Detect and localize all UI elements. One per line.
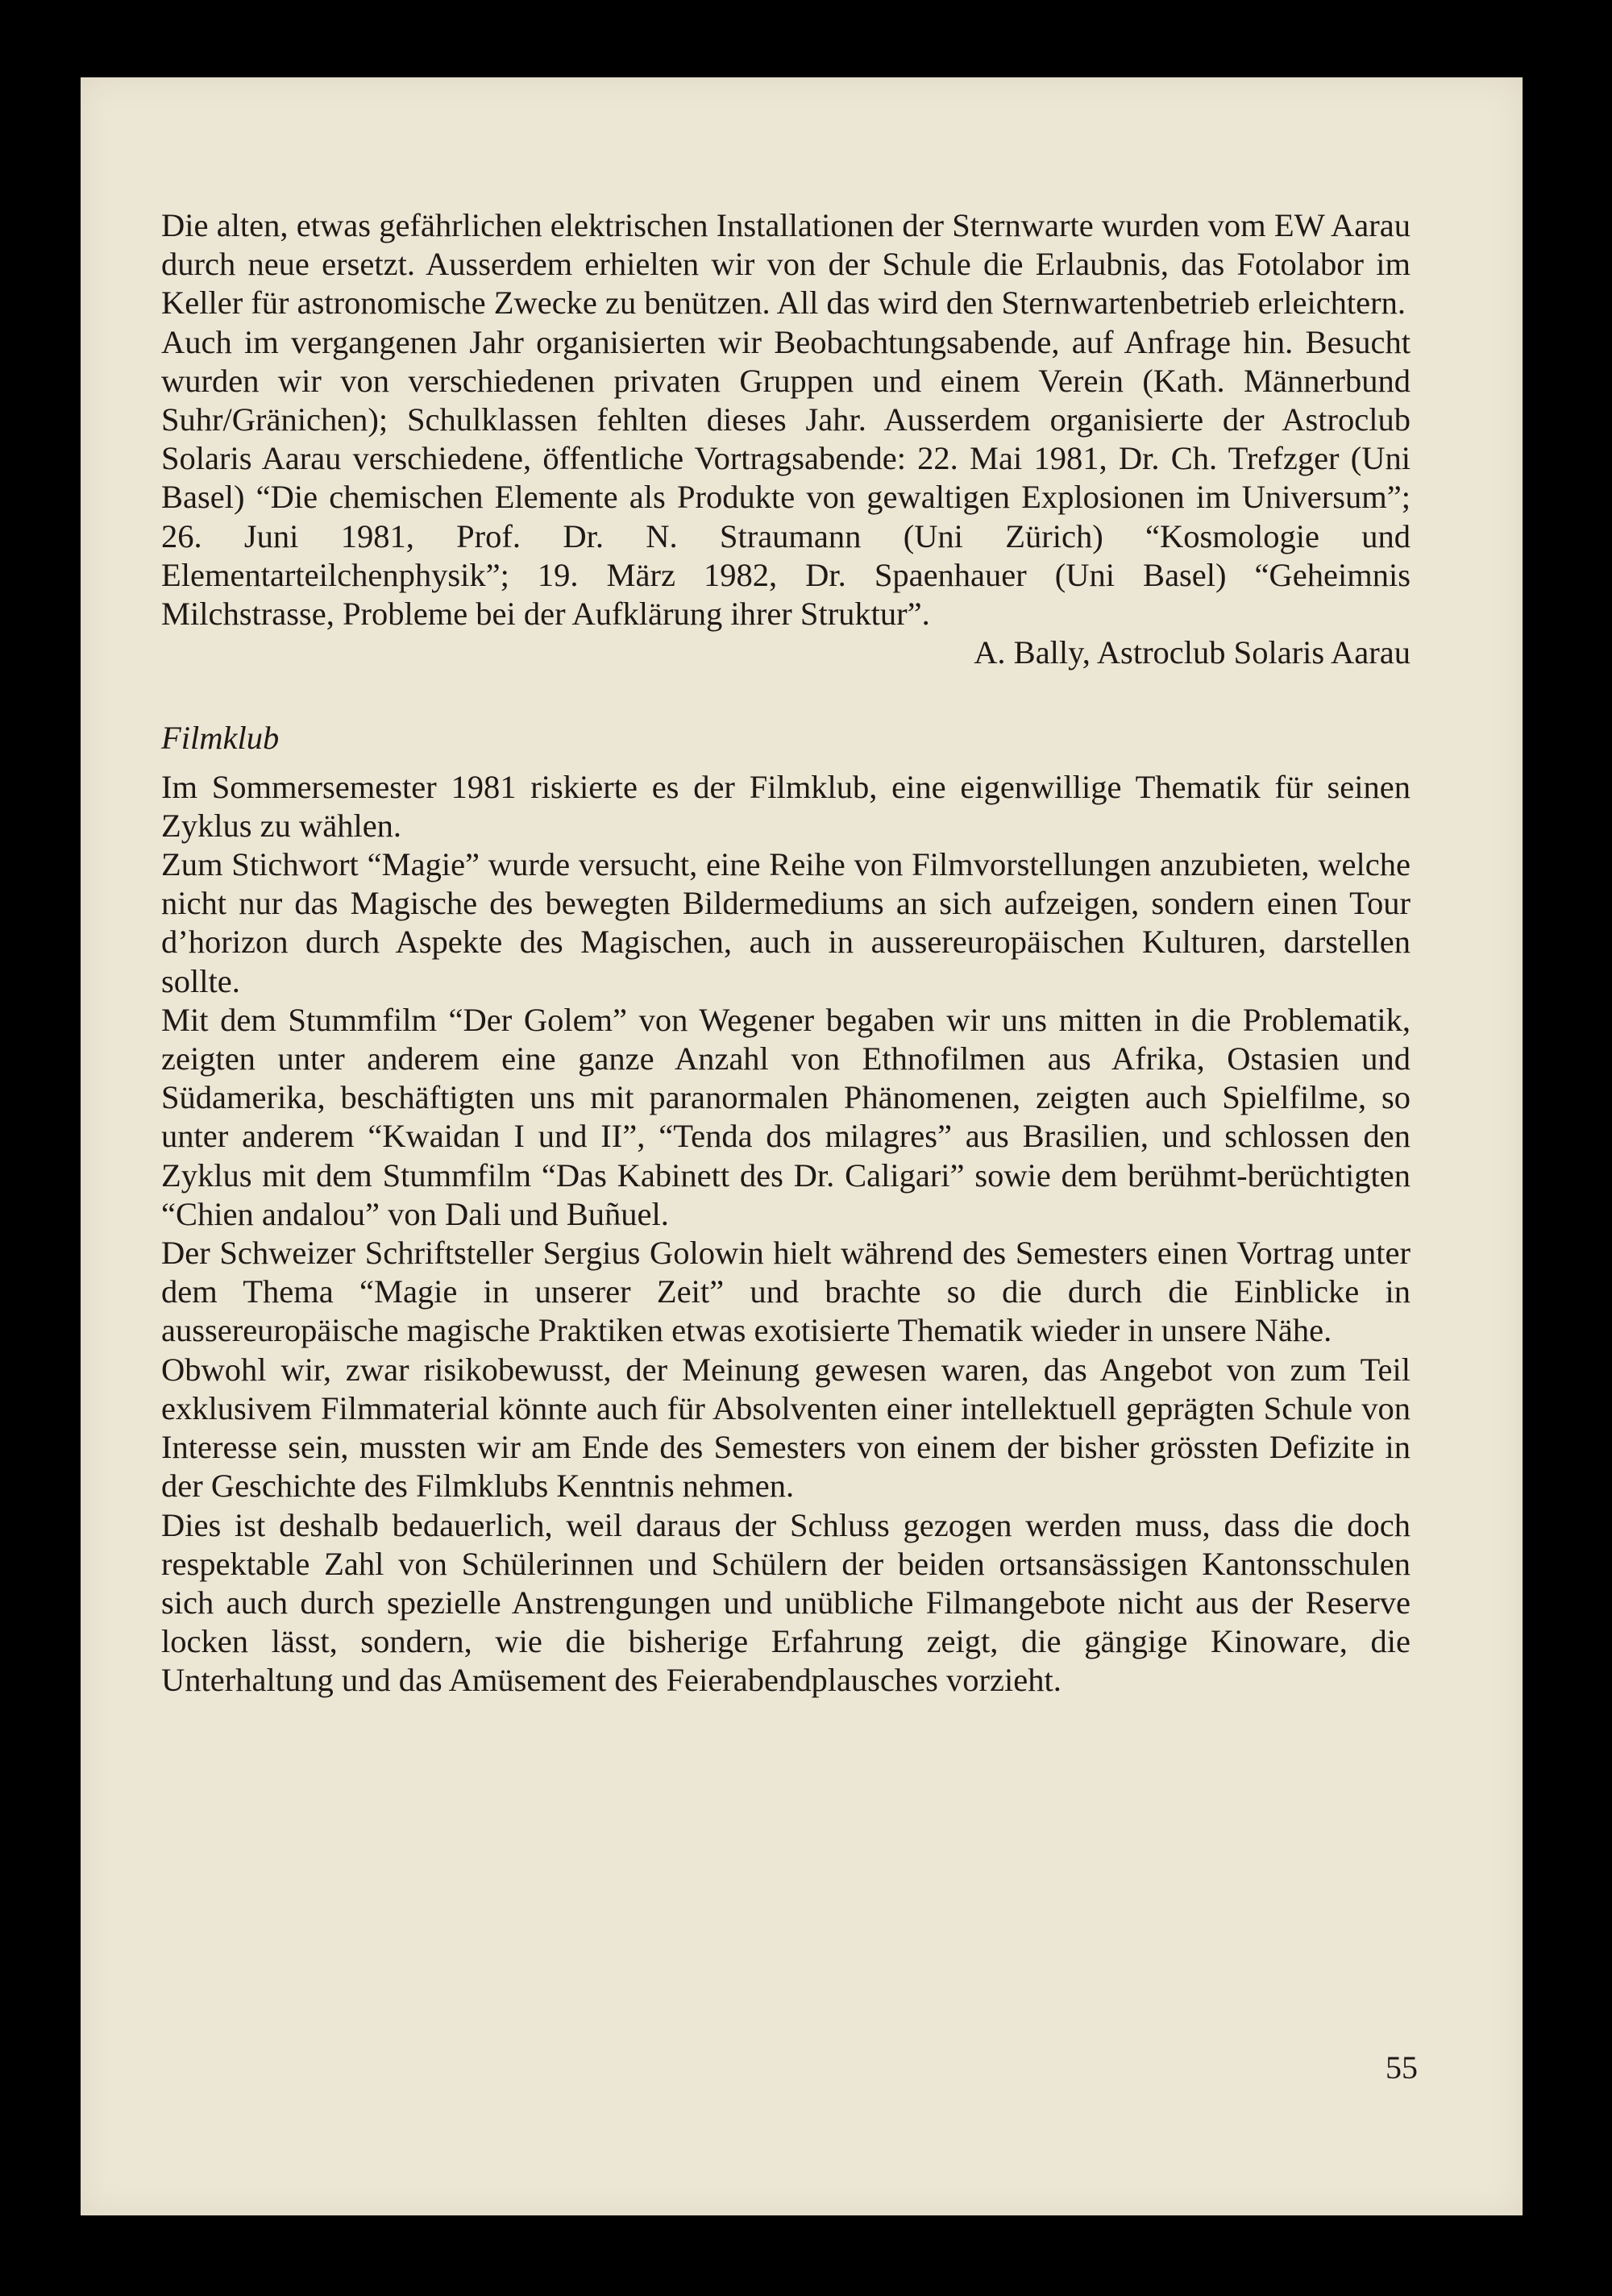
page-content (161, 206, 1410, 1700)
signature-astroclub: A. Bally, Astroclub Solaris Aarau (974, 634, 1410, 671)
paragraph-installations: Die alten, etwas gefährlichen elektrischen Installationen der Sternwarte wurden vom EW Aarau durch neue ersetzt. Ausserdem erhielten wir von der Schule die Erlaubnis, das Fotolabor im Keller für astronomische Zwecke zu benützen. All das wird den Sternwartenbetrieb erleichtern. (161, 207, 1410, 322)
paragraph-magic-theme: Zum Stichwort “Magie” wurde versucht, eine Reihe von Filmvorstellungen anzubieten, welche nicht nur das Magische des bewegten Bildermediums an sich aufzeigen, sondern einen Tour d’horizon durch Aspekte des Magischen, auch in aussereuropäischen Kulturen, darstellen sollte. (161, 846, 1410, 999)
paragraph-golem: Mit dem Stummfilm “Der Golem” von Wegener begaben wir uns mitten in die Problematik, zeigten unter anderem eine ganze Anzahl von Ethnofilmen aus Afrika, Ostasien und Südamerika, beschäftigten uns mit paranormalen Phänomenen, zeigten auch Spielfilme, so unter anderem “Kwaidan I und II”, “Tenda dos milagres” aus Brasilien, und schlossen den Zyklus mit dem Stummfilm “Das Kabinett des Dr. Caligari” sowie dem berühmt-berüchtigten “Chien andalou” von Dali und Buñuel. (161, 1001, 1410, 1232)
paragraph-deficit: Obwohl wir, zwar risikobewusst, der Meinung gewesen waren, das Angebot von zum Teil exklusivem Filmmaterial könnte auch für Absolventen einer intellektuell geprägten Schule von Interesse sein, mussten wir am Ende des Semesters von einem der bisher grössten Defizite in der Geschichte des Filmklubs Kenntnis nehmen. (161, 1351, 1410, 1505)
paragraph-observation-evenings: Auch im vergangenen Jahr organisierten wir Beobachtungsabende, auf Anfrage hin. Besucht wurden wir von verschiedenen privaten Gruppen und einem Verein (Kath. Männerbund Suhr/Gränichen); Schulklassen fehlten dieses Jahr. Ausserdem organisierte der Astroclub Solaris Aarau verschiedene, öffentliche Vortragsabende: 22. Mai 1981, Dr. Ch. Trefzger (Uni Basel) “Die chemischen Elemente als Produkte von gewaltigen Explosionen im Universum”; 26. Juni 1981, Prof. Dr. N. Straumann (Uni Zürich) “Kosmologie und Elementarteilchenphysik”; 19. März 1982, Dr. Spaenhauer (Uni Basel) “Geheimnis Milchstrasse, Probleme bei der Aufklärung ihrer Struktur”. (161, 323, 1410, 633)
section-heading-filmklub: Filmklub (161, 720, 280, 757)
document-page (81, 77, 1523, 2215)
paragraph-summer-semester: Im Sommersemester 1981 riskierte es der Filmklub, eine eigenwillige Thematik für seinen Zyklus zu wählen. (161, 768, 1410, 844)
page-number: 55 (1386, 2049, 1418, 2086)
paragraph-golowin-lecture: Der Schweizer Schriftsteller Sergius Golowin hielt während des Semesters einen Vortrag unter dem Thema “Magie in unserer Zeit” und brachte so die durch die Einblicke in aussereuropäische magische Praktiken etwas exotisierte Thematik wieder in unsere Nähe. (161, 1235, 1410, 1349)
paragraph-conclusion: Dies ist deshalb bedauerlich, weil daraus der Schluss gezogen werden muss, dass die doch respektable Zahl von Schülerinnen und Schülern der beiden ortsansässigen Kantonsschulen sich auch durch spezielle Anstrengungen und unübliche Filmangebote nicht aus der Reserve locken lässt, sondern, wie die bisherige Erfahrung zeigt, die gängige Kinoware, die Unterhaltung und das Amüsement des Feierabendplausches vorzieht. (161, 1506, 1410, 1699)
